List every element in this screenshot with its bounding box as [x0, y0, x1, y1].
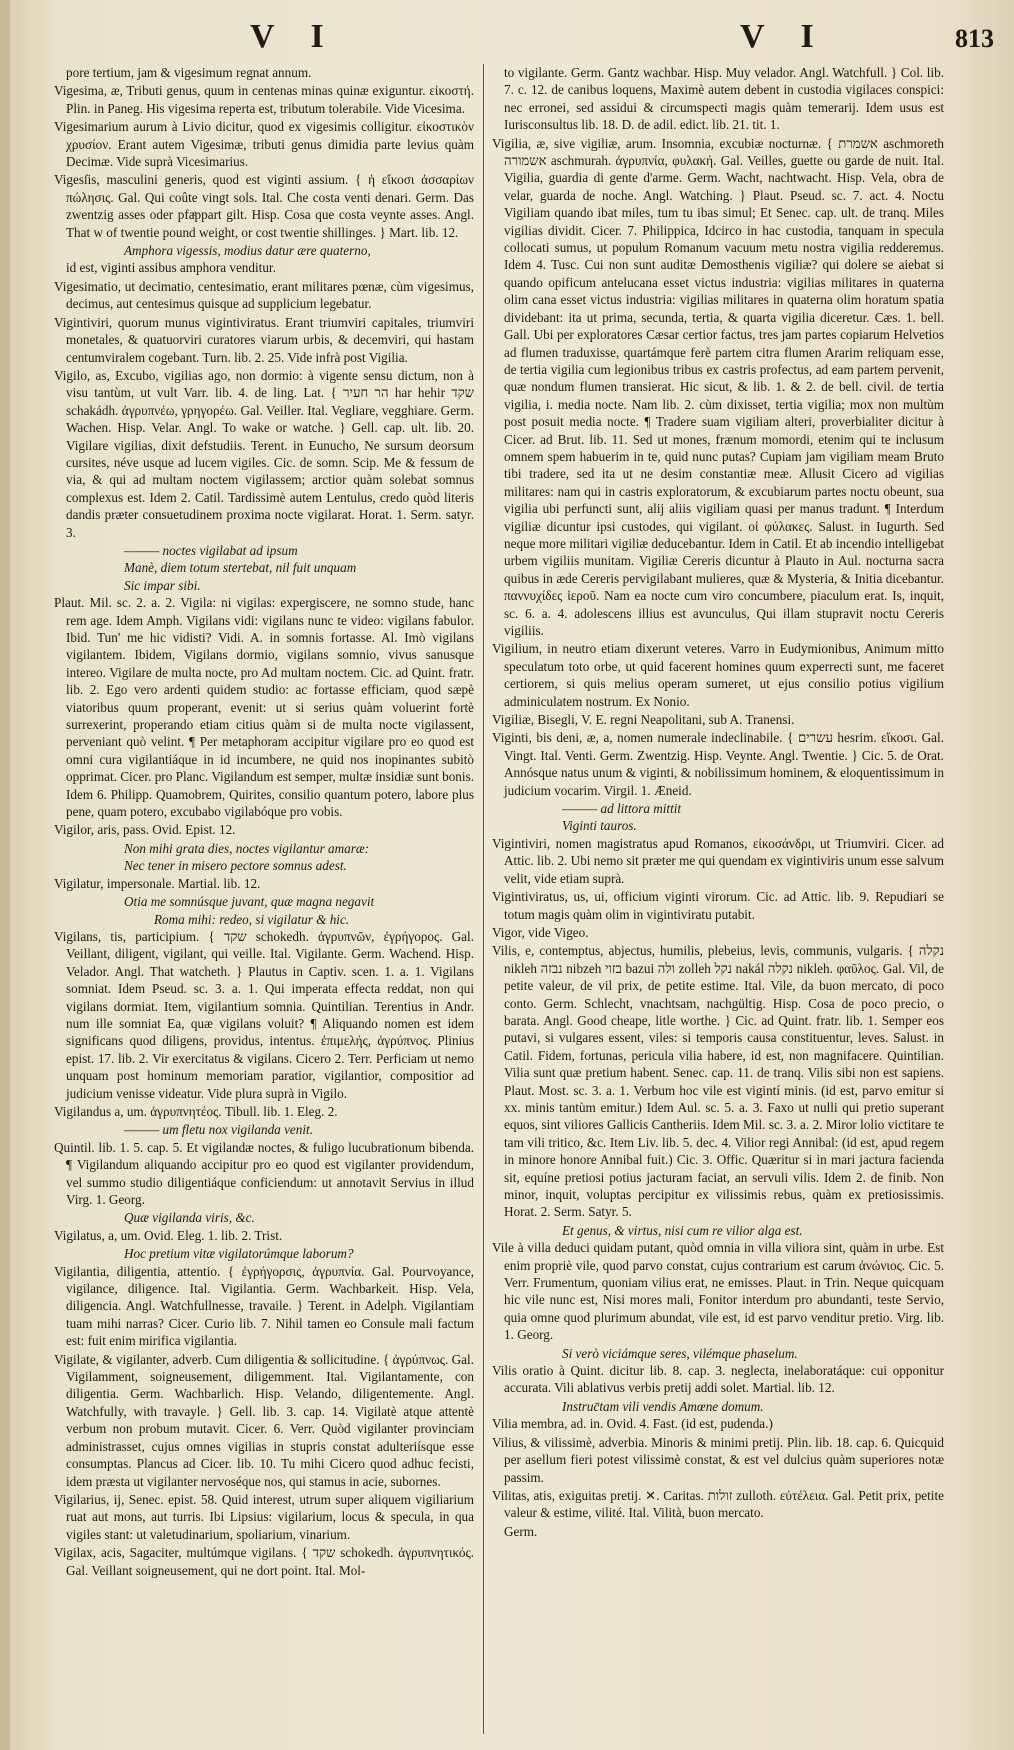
verse-quote: ——— um fletu nox vigilanda venit. — [124, 1122, 313, 1138]
verse-quote: Manè, diem totum stertebat, nil fuit unquam — [124, 560, 357, 576]
entry-continuation: id est, viginti assibus amphora venditur. — [66, 260, 276, 276]
dictionary-entry: Vigor, vide Vigeo. — [492, 924, 589, 940]
verse-quote: Hoc pretium vitæ vigilatorúmque laborum? — [124, 1246, 354, 1262]
dictionary-entry: Vigilor, aris, pass. Ovid. Epist. 12. — [54, 822, 236, 838]
verse-quote: ——— ad littora mittit — [562, 801, 682, 817]
verse-quote: Nec tener in misero pectore somnus adest. — [124, 858, 347, 874]
verse-quote: Amphora vigessis, modius datur ære quaterno, — [124, 243, 371, 259]
dictionary-entry: Vigilandus a, um. ἀγρυπνητέος. Tibull. lib. 1. Eleg. 2. — [54, 1103, 338, 1119]
dictionary-entry: Vigilans, tis, participium. { שקד schokedh. ἀγρυπνῶν, ἐγρήγορος. Gal. Veillant, diligent, vigilant, qui veille. Ital. Vigilante. Germ. Wachend. Hisp. Velador. Angl. That watcheth. } Plautus in Captiv. scen. 1. a. 1. Vigilans somniat. Idem Pseud. sc. 3. a. 1. Qui imperata effecta reddat, non qui vigilans dormiat. Item, vigilantium somnia. Quintilian. Terentius in Andr. num ille somniat Ea, quæ vigilans voluit? ¶ Aliquando nomen est idem significans quod diligens, providus, intentus. ἐπιμελής, ἀγρύπνος. Plinius epist. 17. lib. 2. Vir exercitatus & vigilans. Cicero 2. Terr. Perficiam ut nemo unquam post hominum memoriam paratior, vigilantior, compositior ad judicium venisse videatur. Vide plura suprà in Vigilo. — [54, 928, 474, 1101]
verse-quote: Otia me somnúsque juvant, quæ magna negavit — [124, 894, 375, 910]
dictionary-entry: Vigiliæ, Bisegli, V. E. regni Neapolitani, sub A. Tranensi. — [492, 712, 795, 728]
entry-continuation: pore tertium, jam & vigesimum regnat annum. — [66, 65, 312, 80]
dictionary-entry: Vigesima, æ, Tributi genus, quum in centenas minas quinæ exiguntur. εἰκοστή. Plin. in Paneg. His vigesima reperta est, tributum tolerabile. Vide Vicesima. — [54, 83, 474, 116]
dictionary-entry: Vigilium, in neutro etiam dixerunt veteres. Varro in Eudymionibus, Animum mitto speculatum toto orbe, ut quid facerent homines quum experrecti sunt, me faceret certiorem, si quis melius operam sumeret, ut ejus consilio potius vigilium adminiculatem nostrum. Ex Nonio. — [492, 641, 944, 709]
right-column — [492, 64, 944, 1740]
dictionary-entry: Vilitas, atis, exiguitas pretij. ✕. Caritas. זולות zulloth. εὐτέλεια. Gal. Petit prix, petite valeur & estime, vilité. Ital. Vilità, buon mercato. — [492, 1487, 944, 1521]
dictionary-entry: Vigilatur, impersonale. Martial. lib. 12. — [54, 875, 261, 891]
dictionary-entry: Vilius, & vilissimè, adverbia. Minoris & minimi pretij. Plin. lib. 18. cap. 6. Quicquid per asellum fieri potest vilissimè constat, & est vel dulcius quàm superiores notæ passim. — [492, 1434, 944, 1485]
dictionary-entry: Vigesimarium aurum à Livio dicitur, quod ex vigesimis colligitur. εἰκοστικὸν χρυσίον. Erant autem Vigesimæ, tributi genus dimidia parte levius quàm Decimæ. Vide suprà Vicesimarius. — [54, 119, 474, 170]
dictionary-entry: Vigintiviri, quorum munus vigintiviratus. Erant triumviri capitales, triumviri monetales, & quatuorviri curatores viarum urbis, & decemviri, qui hastam centumviralem cogebant. Turn. lib. 2. 25. Vide infrà post Vigilia. — [54, 314, 474, 365]
column-rule — [483, 64, 484, 1734]
verse-quote: Sic impar sibi. — [124, 577, 201, 593]
dictionary-entry: Viginti, bis deni, æ, a, nomen numerale indeclinabile. { עשרים hesrim. εἴκοσι. Gal. Vingt. Ital. Venti. Germ. Zwentzig. Hisp. Veynte. Angl. Twentie. } Cic. 5. de Orat. Annósque natus unum & viginti, & nobilissimum hominem, & eloquentissimum in judicium vocarim. Virgil. 1. Æneid. — [492, 730, 944, 798]
verse-quote: Quæ vigilanda viris, &c. — [124, 1210, 255, 1226]
verse-quote: Viginti tauros. — [562, 818, 637, 834]
dictionary-entry: Vilia membra, ad. in. Ovid. 4. Fast. (id est, pudenda.) — [492, 1416, 773, 1432]
entry-continuation: to vigilante. Germ. Gantz wachbar. Hisp. Muy velador. Angl. Watchfull. } Col. lib. 7. c. 12. de canibus loquens, Maximè autem debent in custodia vigilaces conspici: nec erronei, sed assidui & circumspecti magis quàm temerarij. Idem usus est Iurisconsultus lib. 18. D. de adil. edict. lib. 21. tit. 1. — [504, 65, 944, 133]
verse-quote: Non mihi grata dies, noctes vigilantur amaræ: — [124, 840, 370, 856]
verse-quote: Et genus, & virtus, nisi cum re vilior alga est. — [562, 1222, 803, 1238]
verse-quote: ——— noctes vigilabat ad ipsum — [124, 542, 298, 558]
dictionary-entry: Vigintiviratus, us, ui, officium viginti virorum. Cic. ad Attic. lib. 9. Repudiari se totum magis quàm olim in vigintiviratu putabit. — [492, 889, 944, 922]
dictionary-entry: Vigesimatio, ut decimatio, centesimatio, erant militares pœnæ, cùm vigesimus, decimus, aut centesimus quisque ad supplicium legebatur. — [54, 278, 474, 312]
running-header — [0, 18, 1014, 62]
dictionary-entry: Vilis, e, contemptus, abjectus, humilis, plebeius, levis, communis, vulgaris. { נקלה nikleh נבזה nibzeh בזוי bazui ולה zolleh נקל nakál נקלה nikleh. φαῦλος. Gal. Vil, de petite valeur, de vil prix, de petite estime. Ital. Vile, da buon mercato, di poco conto. Germ. Schlecht, vnachtsam, nachgültig. Hisp. Cosa de poco precio, o barata. Angl. Good cheape, litle worthe. } Cic. ad Quint. fratr. lib. 1. Semper eos putavi, si vulgares essent, viles: si temporis causa constituentur, leves. Salust. in Catil. Fidem, fortunas, pericula vilia habere, id est, non magnifacere. Quintilian. Vilia sunt quæ pretium habent. Senec. cap. 11. de tranq. Vilis sibi non est sapiens. Plaut. Most. sc. 3. a. 1. Verbum hoc vile est vigintí minis. (id est, parvo emitur si xx. minis tantùm emitur.) Idem Aul. sc. 5. a. 3. Faxo ut nulli qui pretio superant equos, sint viliores Gallicis Cantheriis. Idem Mil. sc. 3. a. 2. Miror lolio victitare te tam vili tritico, &c. Item Liv. lib. 5. dec. 4. Vilior regi Annibal: (id est, apud regem in minore honore Annibal fuit.) Cic. 3. Offic. Quæritur si in mari jactura facienda sit, equíne pretiosi potius jacturam faciat, an servuli vilis. Idem 2. de finib. Non minor, inquit, voluptas percipitur ex vilissimis rebus, quàm ex pretiosissimis. Horat. 2. Serm. Satyr. 5. — [492, 943, 944, 1220]
verse-quote: Instruc̄tam vili vendis Amœne domum. — [562, 1398, 764, 1414]
running-title-left: V I — [250, 18, 338, 55]
dictionary-entry: Vigilarius, ij, Senec. epist. 58. Quid interest, utrum super aliquem vigiliarium ruat aut mons, aut turris. Ibi Lipsius: vigilarium, locus & specula, in qua vigiles stant: ut valetudinarium, spoliarium, vinarium. — [54, 1491, 474, 1542]
page-number: 813 — [955, 24, 994, 53]
dictionary-entry: Quintil. lib. 1. 5. cap. 5. Et vigilandæ noctes, & fuligo lucubrationum bibenda. ¶ Vigilandum aliquando accipitur pro eo quod est vigilanter providendum, vel summo studio diligentiáque conficiendum: ut annotavit Servius in illud Virg. 1. Georg. — [54, 1139, 474, 1207]
verse-quote: Si verò viciámque seres, vilémque phaselum. — [562, 1345, 798, 1361]
dictionary-entry: Vile à villa deduci quidam putant, quòd omnia in villa viliora sint, quàm in urbe. Est enim propriè vile, quod parvo constat, cujus contrarium est carum ἀνώνιος. Cic. 5. Verr. Frumentum, quoniam vilius erat, ne emisses. Plaut. in Trin. Neque quicquam hic vile nunc est, Nisi mores mali, Fonitor interdum pro abundanti, teste Servio, quia omne quod plurimum abundat, vile est, id est parvo venditur pretio. Virg. lib. 1. Georg. — [492, 1240, 944, 1343]
dictionary-entry: Vigilo, as, Excubo, vigilias ago, non dormio: à vigente sensu dictum, non à visu tantùm, ut vult Varr. lib. 4. de ling. Lat. { הר חעיר har hehir שקד schakádh. ἀγρυπνέω, γρηγορέω. Gal. Veiller. Ital. Vegliare, vegghiare. Germ. Wachen. Hisp. Velar. Angl. To wake or watche. } Gell. cap. ult. lib. 20. Vigilare vigilias, dixit defstudiis. Terent. in Eunucho, Ne sursum deorsum cursites, néve usque ad lucem vigiles. Cic. de somn. Scip. Me & fessum de via, & qui ad multam noctem vigilassem; arctior quàm solebat somnus complexus est. Idem 2. Catil. Tardissimè autem Lentulus, credo quòd literis dandis præter consuetudinem proxima nocte vigilarat. Horat. 1. Serm. satyr. 3. — [54, 367, 474, 540]
left-column — [54, 64, 474, 1740]
running-title-right: V I — [740, 18, 828, 55]
dictionary-entry: Vigilatus, a, um. Ovid. Eleg. 1. lib. 2. Trist. — [54, 1227, 283, 1243]
dictionary-entry: Vigilate, & vigilanter, adverb. Cum diligentia & sollicitudine. { ἀγρύπνως. Gal. Vigilamment, soigneusement, diligemment. Ital. Vigilantamente, con diligentia. Germ. Wachbarlich. Hisp. Velando, diligentemente. Angl. Watchfully, with travayle. } Gell. lib. 3. cap. 14. Vigilatè atque attentè verbum non probum mutavit. Cicer. 6. Verr. Quòd vigilanter provinciam administrasset, cujus omnes vigilias in stupris constat adulteriísque esse consumptas. Plancus ad Cicer. lib. 10. Tu mihi Cicero quod adhuc fecisti, idem præsta ut vigilanter nervoséque nos, qui stamus in acie, subornes. — [54, 1351, 474, 1489]
dictionary-entry: Vigintiviri, nomen magistratus apud Romanos, εἰκοσάνδρι, ut Triumviri. Cicer. ad Attic. lib. 2. Ubi nemo sit præter me qui quendam ex vigintiviris unum esse salvum velit, vide etiam suprà. — [492, 835, 944, 886]
entry-continuation: Germ. — [504, 1523, 538, 1539]
dictionary-entry: Vigilantia, diligentia, attentio. { ἐγρήγορσις, ἀγρυπνία. Gal. Pourvoyance, vigilance, diligence. Ital. Vigilantia. Germ. Wachbarkeit. Hisp. Vela, diligencia. Angl. Watchfullnesse, travaile. } Terent. in Adelph. Vigilantiam tuam mihi narras? Cicer. Curio lib. 7. Nihil tamen eo Consule mali factum est: fuit enim mirifica vigilantia. — [54, 1263, 474, 1349]
dictionary-entry: Plaut. Mil. sc. 2. a. 2. Vigila: ni vigilas: expergiscere, ne somno stude, hanc rem age. Idem Amph. Vigilans vidi: vigilans nunc te video: vigilans fabulor. Ibid. Tun' me hic vidisti? Vidi. A. in somnis fortasse. Al. Imò vigilans vigilantem. Ibidem, Vigilans dormio, vigilans somnio, vivus sanusque intereo. Vigilare de multa nocte, pro Ad multam noctem. Cic. ad Quint. fratr. lib. 2. Ego vero ardenti quidem studio: ac fortasse efficiam, quod sæpè viatoribus quum properant, evenit: ut si serius quàm voluerint fortè surrexerint, properando etiam citius quàm si de multa nocte vigilassent, perveniant quò velint. ¶ Per metaphoram accipitur vigilare pro eo quod est omni cura vigilantiáque in id incumbere, ne quid nos inopinantes subitò opprimat. Cicer. pro Planc. Vigilandum est semper, multæ insidiæ sunt bonis. Idem 6. Philipp. Quamobrem, Quirites, consilio quantum potero, labore plus pene, quam potero, excubabo vigilabóque pro vobis. — [54, 595, 474, 820]
verse-quote: Roma mihi: redeo, si vigilatur & hic. — [154, 911, 350, 927]
dictionary-entry: Vigilia, æ, sive vigiliæ, arum. Insomnia, excubiæ nocturnæ. { אשמרת aschmoreth אשמורה aschmurah. ἀγρυπνία, φυλακή. Gal. Veilles, guette ou garde de nuit. Ital. Vigilia, guardia di gente d'arme. Germ. Wacht, nachtwacht. Hisp. Vela, obra de velar, guarda de noche. Angl. Watching. } Plaut. Pseud. sc. 7. act. 4. Noctu Vigiliam quando ibat miles, tum tu ibas simul; Et Senec. cap. ult. de tranq. Miles vigilias dividit. Cicer. 7. Philippica, Idcirco in hac custodia, tanquam in specula collocati sumus, ut populum Romanum vacuum metu nostra vigilia redderemus. Idem 4. Tusc. Cui non sunt auditæ Demosthenis vigiliæ? qui dolere se aiebat si quando opificum antelucana esset victus industria: vigilias militares in quaterna olim cana esset victus industria: vigilias militares in quaterna olim horatum spatia dividebant: ita ut prima, secunda, tertia, & quarta vigilia diceretur. Cæs. 1. bell. Gall. Ubi per exploratores Cæsar certior factus, tres jam partes copiarum Helvetios ad flumen traduxisse, quartámque ferè partem citra flumen Ararim reliquam esse, de tertia vigilia cum legionibus tribus ex castris profectus, ad eam partem pervenit, quæ nondum flumen transierat. Hic sicut, & lib. 1. & 2. de bell. civil. de tertia vigilia, i. media nocte. Nam lib. 2. cùm dixisset, tertia vigilia; mox non multùm post posuit media nocte. ¶ Tradere suam vigiliam alteri, proverbialiter dicitur à Cicer. ad Brut. lib. 11. Sed ut mones, frænum momordi, etenim qui te inclusum omnem spem habuerim in te, quid nunc putas? Cupiam jam vigiliam meam Bruto tibi tradere, sed ita ut ne desim constantiæ meæ. Allusit Cicero ad vigilias militares: nam qui in castris exploratorum, & excubiarum partes noctu obeunt, sua vigilia ubi perfuncti sunt, alij aliis vigiliam quasi per manus tradunt. ¶ Interdum vigiliæ dicuntur ipsi custodes, qui vigilant. οἱ φύλακες. Salust. in Iugurth. Sed neque more militari vigiliæ deducebantur. Idem in Catil. Et ab incendio intelligebat urbem vigiliis munitam. Vigiliæ Cereris dicuntur à Plauto in Aul. nocturna sacra quibus in æde Cereris pervigilabant mulieres, quæ & Mysteria, & Initia dicebantur. παννυχίδες ἱεροῦ. Nam ea nocte cum viro concumbere, piaculum erat. Is, inquit, sc. 6. a. 4. adolescens illius est avunculus, Qui illam stupravit noctu Cereris vigiliis. — [492, 135, 944, 638]
dictionary-entry: Vigesſis, masculini generis, quod est viginti assium. { ἡ εἴκοσι ἀσσαρίων πώλησις. Gal. Qui coûte vingt sols. Ital. Che costa venti denari. Germ. Das zwentzig asses oder pfaͤppart gilt. Hisp. Cosa que costa veynte asses. Angl. That w of twentie pound weight, or cost twentie shillinges. } Mart. lib. 12. — [54, 172, 474, 240]
dictionary-entry: Vigilax, acis, Sagaciter, multúmque vigilans. { שקד schokedh. ἀγρυπνητικός. Gal. Veillant soigneusement, qui ne dort point. Ital. Mol- — [54, 1545, 474, 1578]
dictionary-entry: Vilis oratio à Quint. dicitur lib. 8. cap. 3. neglecta, inelaboratáque: cui opponitur accurata. Vili ablativus verbis pretij addi solet. Martial. lib. 12. — [492, 1363, 944, 1396]
page-edge — [0, 0, 10, 1750]
